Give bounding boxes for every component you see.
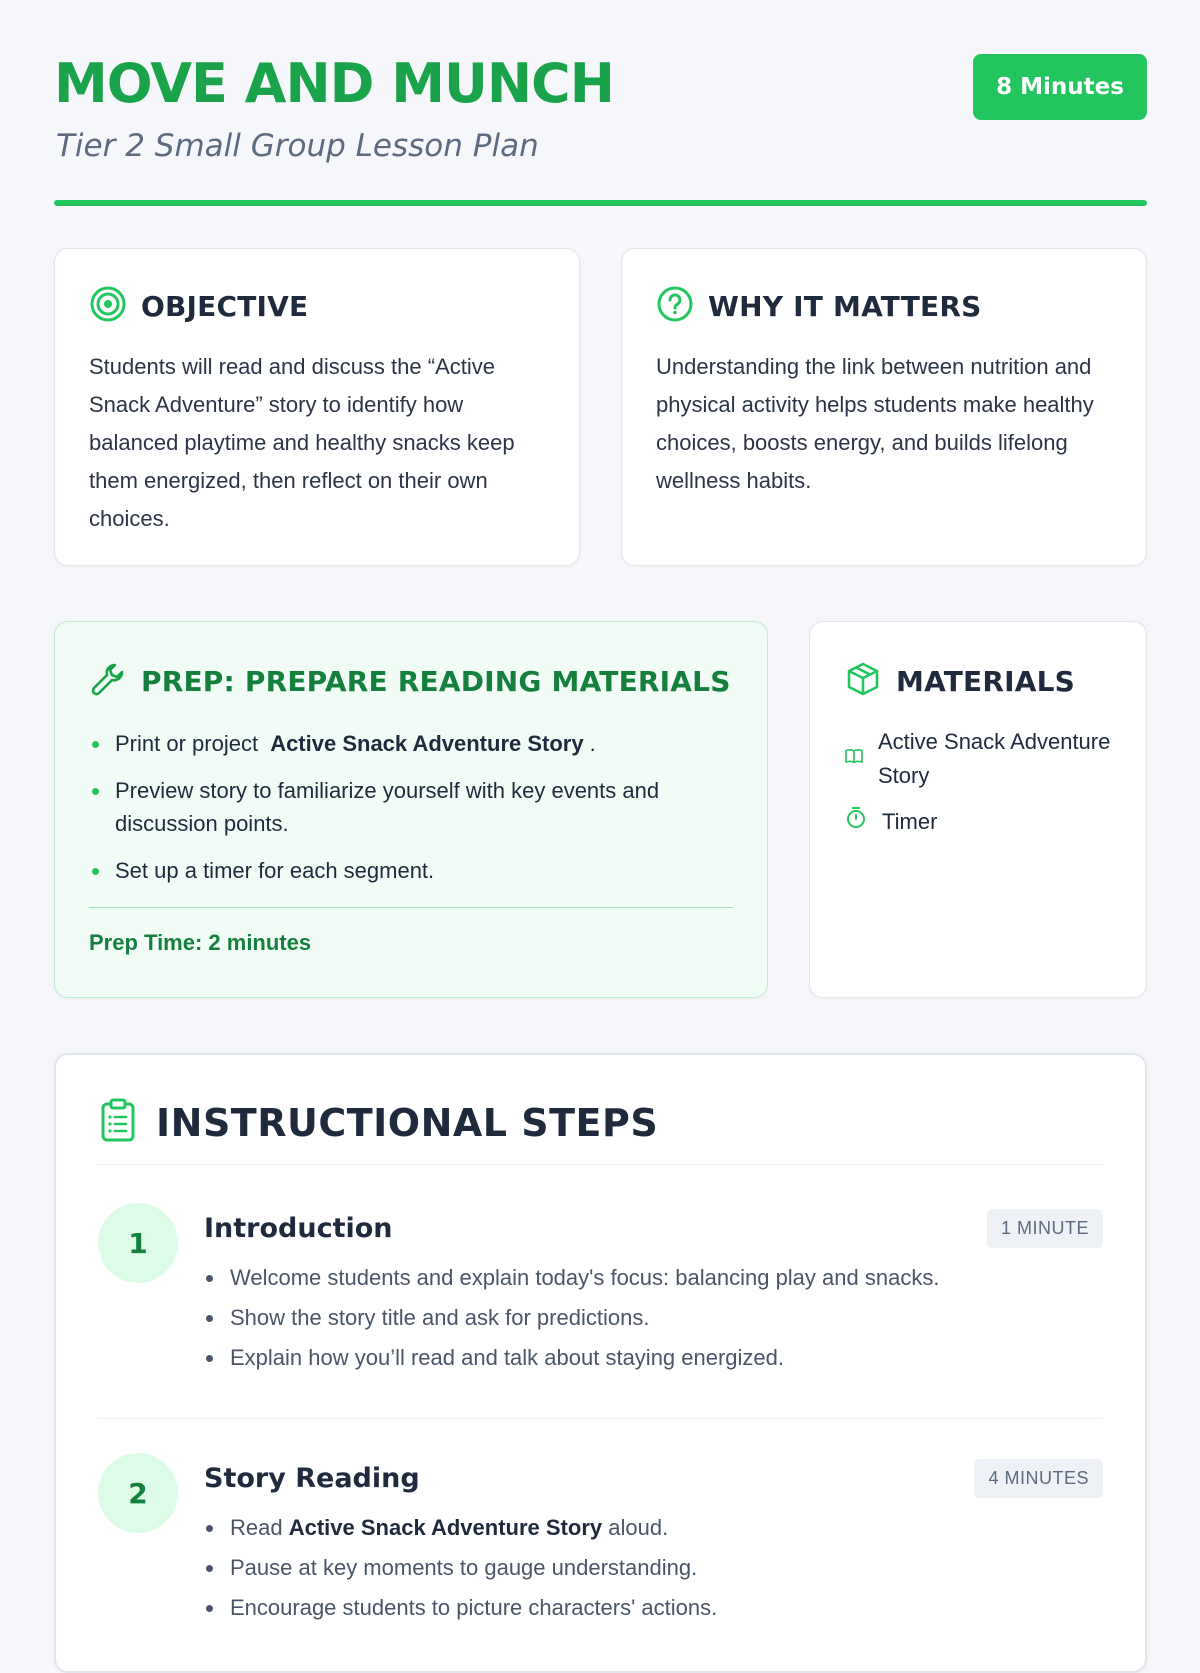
step-number: 2	[98, 1453, 178, 1533]
why-it-matters-title: WHY IT MATTERS	[708, 290, 982, 323]
page-subtitle: Tier 2 Small Group Lesson Plan	[56, 128, 539, 164]
prep-item: Set up a timer for each segment.	[89, 854, 733, 887]
instructional-steps-card	[54, 1053, 1147, 1673]
prep-divider	[89, 907, 733, 908]
step-bullet: Show the story title and ask for predictions.	[204, 1298, 1103, 1338]
steps-title: INSTRUCTIONAL STEPS	[156, 1100, 659, 1145]
step-list	[204, 1508, 1103, 1628]
objective-card	[54, 248, 580, 566]
book-icon	[844, 742, 864, 776]
step-bullet: Explain how you’ll read and talk about staying energized.	[204, 1338, 1103, 1378]
step-item	[98, 1209, 1103, 1378]
clipboard-icon	[98, 1097, 138, 1148]
duration-badge: 8 Minutes	[973, 54, 1147, 120]
step-number: 1	[98, 1203, 178, 1283]
lesson-plan-page	[54, 0, 1147, 1620]
box-icon	[844, 660, 882, 703]
materials-item	[844, 725, 1112, 793]
header-divider	[54, 200, 1147, 206]
materials-card	[809, 621, 1147, 998]
prep-item: Preview story to familiarize yourself with key events and discussion points.	[89, 774, 733, 840]
step-title: Story Reading	[204, 1463, 420, 1494]
stopwatch-icon	[844, 805, 868, 839]
prep-list	[89, 727, 733, 887]
step-duration-badge: 1 MINUTE	[987, 1209, 1103, 1248]
step-title: Introduction	[204, 1213, 393, 1244]
step-duration-badge: 4 MINUTES	[974, 1459, 1103, 1498]
step-list	[204, 1258, 1103, 1378]
target-icon	[89, 285, 127, 328]
materials-title: MATERIALS	[896, 665, 1076, 698]
why-it-matters-card	[621, 248, 1147, 566]
why-it-matters-text: Understanding the link between nutrition and physical activity helps students make healthy choices, boosts energy, and builds lifelong wellness habits.	[656, 354, 1094, 493]
materials-item	[844, 805, 1112, 839]
step-bullet: Read Active Snack Adventure Story aloud.	[204, 1508, 1103, 1548]
materials-list	[844, 725, 1112, 839]
prep-card	[54, 621, 768, 998]
materials-item-label: Active Snack Adventure Story	[878, 729, 1111, 788]
step-item	[98, 1418, 1103, 1628]
objective-text: Students will read and discuss the “Active Snack Adventure” story to identify how balanced playtime and healthy snacks keep them energized, then reflect on their own choices.	[89, 354, 515, 531]
question-circle-icon	[656, 285, 694, 328]
prep-item: Print or project Active Snack Adventure Story .	[89, 727, 733, 760]
step-bullet: Welcome students and explain today's focus: balancing play and snacks.	[204, 1258, 1103, 1298]
wrench-icon	[89, 660, 127, 703]
objective-title: OBJECTIVE	[141, 290, 309, 323]
step-bullet: Encourage students to picture characters' actions.	[204, 1588, 1103, 1628]
prep-title: PREP: PREPARE READING MATERIALS	[141, 665, 731, 698]
page-header	[54, 0, 1147, 206]
prep-time: Prep Time: 2 minutes	[89, 930, 312, 955]
page-title: MOVE AND MUNCH	[54, 52, 614, 115]
materials-item-label: Timer	[882, 809, 938, 834]
step-bullet: Pause at key moments to gauge understanding.	[204, 1548, 1103, 1588]
